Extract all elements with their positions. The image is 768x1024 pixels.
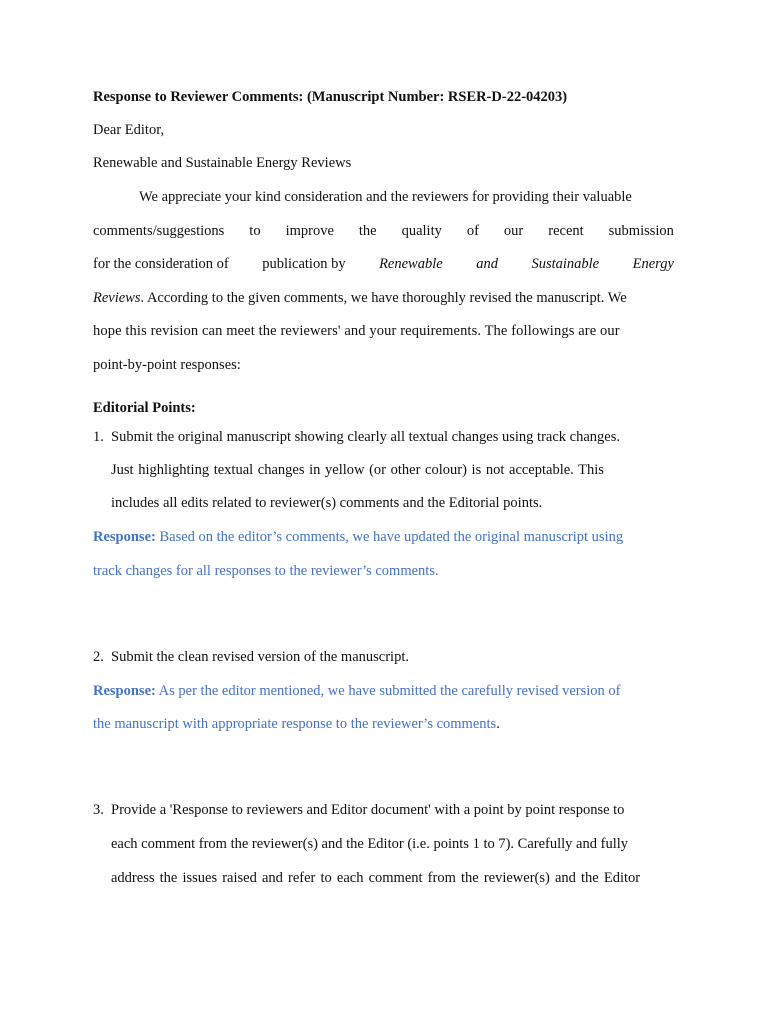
word-italic: Sustainable [531, 256, 600, 272]
item-3-line-3-block [93, 868, 674, 888]
list-number: 2. [93, 649, 104, 665]
word: recent [548, 223, 584, 239]
word-italic: Energy [632, 256, 674, 272]
word: quality [401, 223, 442, 239]
word: submission [608, 223, 674, 239]
word: of [466, 223, 479, 239]
item-1-response-line-1 [93, 527, 674, 547]
item-1-response-2 [93, 561, 674, 581]
item-3-line-3: address the issues raised and refer to each comment from the reviewer(s) and the Editor [111, 870, 641, 886]
word-italic: Renewable [379, 256, 443, 272]
item-2-response [93, 681, 674, 701]
item-2-response-2 [93, 714, 674, 734]
response-label: Response: [93, 529, 156, 545]
intro-line-2-words [93, 221, 674, 241]
salutation: Dear Editor, [93, 122, 165, 138]
item-1-line-3-block [93, 493, 674, 513]
list-item [93, 647, 674, 667]
item-1-line-3: includes all edits related to reviewer(s) comments and the Editorial points. [111, 495, 543, 511]
doc-title: Response to Reviewer Comments: (Manuscript Number: RSER-D-22-04203) [93, 89, 568, 105]
item-1-line-2: Just highlighting textual changes in yellow (or other colour) is not acceptable. This [111, 462, 604, 478]
word: for the consideration of [93, 256, 229, 272]
intro-line-4-rest: . According to the given comments, we have thoroughly revised the manuscript. We [140, 290, 627, 306]
response-label: Response: [93, 683, 156, 699]
response-text: the manuscript with appropriate response to the reviewer’s comments [93, 716, 497, 732]
item-1-line-2-block [93, 460, 674, 480]
item-1-response-line-2: track changes for all responses to the reviewer’s comments. [93, 563, 439, 579]
word-italic: and [476, 256, 498, 272]
salutation-block [93, 120, 674, 140]
intro-line-3 [93, 254, 674, 274]
journal-name: Renewable and Sustainable Energy Reviews [93, 155, 352, 171]
intro-line-6 [93, 355, 674, 375]
intro-line-1: We appreciate your kind consideration and the reviewers for providing their valuable [139, 189, 632, 205]
list-item [93, 800, 674, 820]
response-text: As per the editor mentioned, we have submitted the carefully revised version of [158, 683, 621, 699]
intro-line-6-text: point-by-point responses: [93, 357, 241, 373]
item-1-line-1: Submit the original manuscript showing clearly all textual changes using track changes. [111, 429, 620, 445]
editorial-heading: Editorial Points: [93, 400, 196, 416]
intro-paragraph [93, 187, 674, 207]
word: publication by [262, 256, 346, 272]
intro-line-2 [93, 221, 674, 241]
journal-block [93, 153, 674, 173]
item-3-line-1: Provide a 'Response to reviewers and Editor document' with a point by point response to [111, 802, 625, 818]
response-period: . [496, 716, 500, 732]
word: improve [285, 223, 334, 239]
list-number: 1. [93, 429, 104, 445]
response-text: Based on the editor’s comments, we have updated the original manuscript using [159, 529, 624, 545]
intro-line-4 [93, 288, 674, 308]
doc-title-block [93, 87, 674, 107]
journal-italic: Reviews [93, 290, 141, 306]
item-1-response [93, 527, 674, 547]
intro-line-5 [93, 321, 674, 341]
item-3-line-2: each comment from the reviewer(s) and the Editor (i.e. points 1 to 7). Carefully and fully [111, 836, 629, 852]
intro-line-4-text [93, 288, 674, 308]
word: comments/suggestions [93, 223, 225, 239]
item-2-response-line-2 [93, 714, 674, 734]
editorial-heading-block [93, 398, 674, 418]
list-item [93, 427, 674, 447]
intro-line-5-text: hope this revision can meet the reviewers' and your requirements. The followings are our [93, 323, 620, 339]
item-2-line-1: Submit the clean revised version of the manuscript. [111, 649, 409, 665]
item-2-response-line-1 [93, 681, 674, 701]
word: our [503, 223, 524, 239]
list-number: 3. [93, 802, 104, 818]
word: the [358, 223, 377, 239]
item-3-line-2-block [93, 834, 674, 854]
word: to [249, 223, 261, 239]
intro-line-3-words [93, 254, 674, 274]
